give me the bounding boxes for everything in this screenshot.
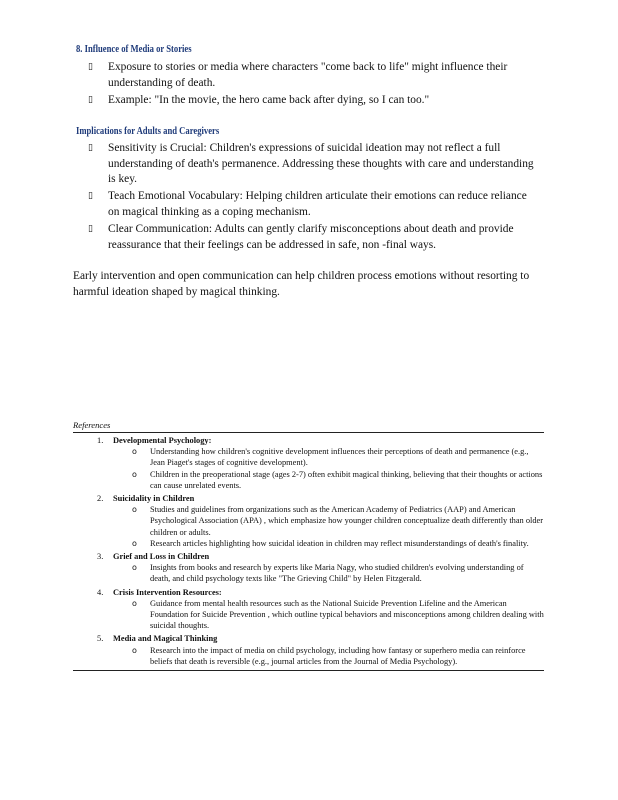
reference-sublist (113, 562, 544, 584)
reference-subitem (113, 645, 544, 667)
reference-subitem (113, 538, 544, 549)
reference-sublist (113, 598, 544, 632)
reference-title: Crisis Intervention Resources: (113, 587, 222, 597)
list-item (88, 141, 538, 188)
reference-number: 1. (97, 436, 104, 445)
reference-title: Developmental Psychology: (113, 436, 212, 445)
media-influence-list (88, 60, 538, 110)
circle-bullet-icon: o (132, 469, 137, 479)
reference-title: Media and Magical Thinking (113, 634, 218, 644)
closing-paragraph: Early intervention and open communication can help children process emotions without resorting to harmful ideation shaped by magical thinking. (73, 270, 530, 298)
circle-bullet-icon: o (132, 598, 137, 608)
bullet-icon: ▯ (88, 191, 93, 202)
reference-number: 2. (97, 494, 104, 504)
bullet-icon: ▯ (88, 94, 93, 105)
reference-subitem (113, 469, 544, 491)
reference-item (73, 433, 544, 491)
reference-subitem (113, 562, 544, 584)
reference-subitem (113, 598, 544, 632)
reference-title: Grief and Loss in Children (113, 552, 210, 562)
reference-sublist (113, 645, 544, 667)
reference-sublist (113, 504, 544, 549)
reference-item (73, 585, 544, 632)
circle-bullet-icon: o (132, 447, 137, 457)
reference-number: 4. (97, 587, 104, 597)
list-item (88, 222, 538, 253)
list-item (88, 93, 538, 109)
references-list (73, 433, 544, 671)
references-section (73, 420, 544, 671)
reference-subitem-text: Research into the impact of media on child psychology, including how fantasy or superhero media can reinforce beliefs that death is reversible (e.g., journal articles from the Journal of Media Psychology). (150, 645, 526, 666)
bullet-icon: ▯ (88, 62, 93, 72)
circle-bullet-icon: o (132, 563, 137, 573)
reference-sublist (113, 446, 544, 491)
reference-number: 3. (97, 552, 104, 562)
reference-subitem-text: Understanding how children's cognitive development influences their perceptions of death and permanence (e.g., Jean Piaget's stages of cognitive development). (150, 447, 529, 468)
list-item-text: Teach Emotional Vocabulary: Helping children articulate their emotions can reduce reliance on magical thinking as a coping mechanism. (108, 190, 527, 218)
reference-subitem (113, 504, 544, 538)
list-item (88, 189, 538, 220)
reference-title: Suicidality in Children (113, 494, 195, 504)
list-item (88, 60, 538, 91)
circle-bullet-icon: o (132, 538, 137, 548)
bullet-icon: ▯ (88, 223, 93, 234)
list-item-text: Clear Communication: Adults can gently clarify misconceptions about death and provide reassurance that their feelings can be addressed in safe, non -final ways. (108, 222, 514, 251)
list-item-text: Example: "In the movie, the hero came back after dying, so I can too." (108, 93, 430, 106)
reference-item (73, 631, 544, 667)
reference-item (73, 549, 544, 585)
list-item-text: Sensitivity is Crucial: Children's expressions of suicidal ideation may not reflect a full understanding of death's permanence. Addressing these thoughts with care and understanding is key. (108, 142, 534, 186)
reference-subitem-text: Children in the preoperational stage (ages 2-7) often exhibit magical thinking, believing that their thoughts or actions can cause unrelated events. (150, 469, 543, 490)
reference-subitem-text: Research articles highlighting how suicidal ideation in children may reflect misunderstandings of death's finality. (150, 538, 529, 548)
references-caption: References (73, 420, 544, 433)
reference-item (73, 491, 544, 549)
section-heading-media-influence: 8. Influence of Media or Stories (76, 44, 192, 55)
reference-number: 5. (97, 634, 104, 644)
bullet-icon: ▯ (88, 143, 93, 153)
reference-subitem-text: Guidance from mental health resources such as the National Suicide Prevention Lifeline and the American Foundation for Suicide Prevention , which outline typical behaviors and misconceptions among children dealing with suicidal thoughts. (150, 598, 544, 631)
list-item-text: Exposure to stories or media where characters "come back to life" might influence their understanding of death. (108, 61, 508, 89)
implications-list (88, 141, 538, 255)
section-heading-implications: Implications for Adults and Caregivers (76, 126, 220, 137)
reference-subitem-text: Insights from books and research by experts like Maria Nagy, who studied children's evolving understanding of death, and child psychology texts like "The Grieving Child" by Helen Fitzgerald. (150, 563, 524, 584)
reference-subitem-text: Studies and guidelines from organizations such as the American Academy of Pediatrics (AAP) and American Psychological Association (APA) , which emphasize how younger children conceptualize death differently than older children or adults. (150, 505, 544, 537)
reference-subitem (113, 446, 544, 468)
circle-bullet-icon: o (132, 505, 137, 515)
circle-bullet-icon: o (132, 645, 137, 655)
